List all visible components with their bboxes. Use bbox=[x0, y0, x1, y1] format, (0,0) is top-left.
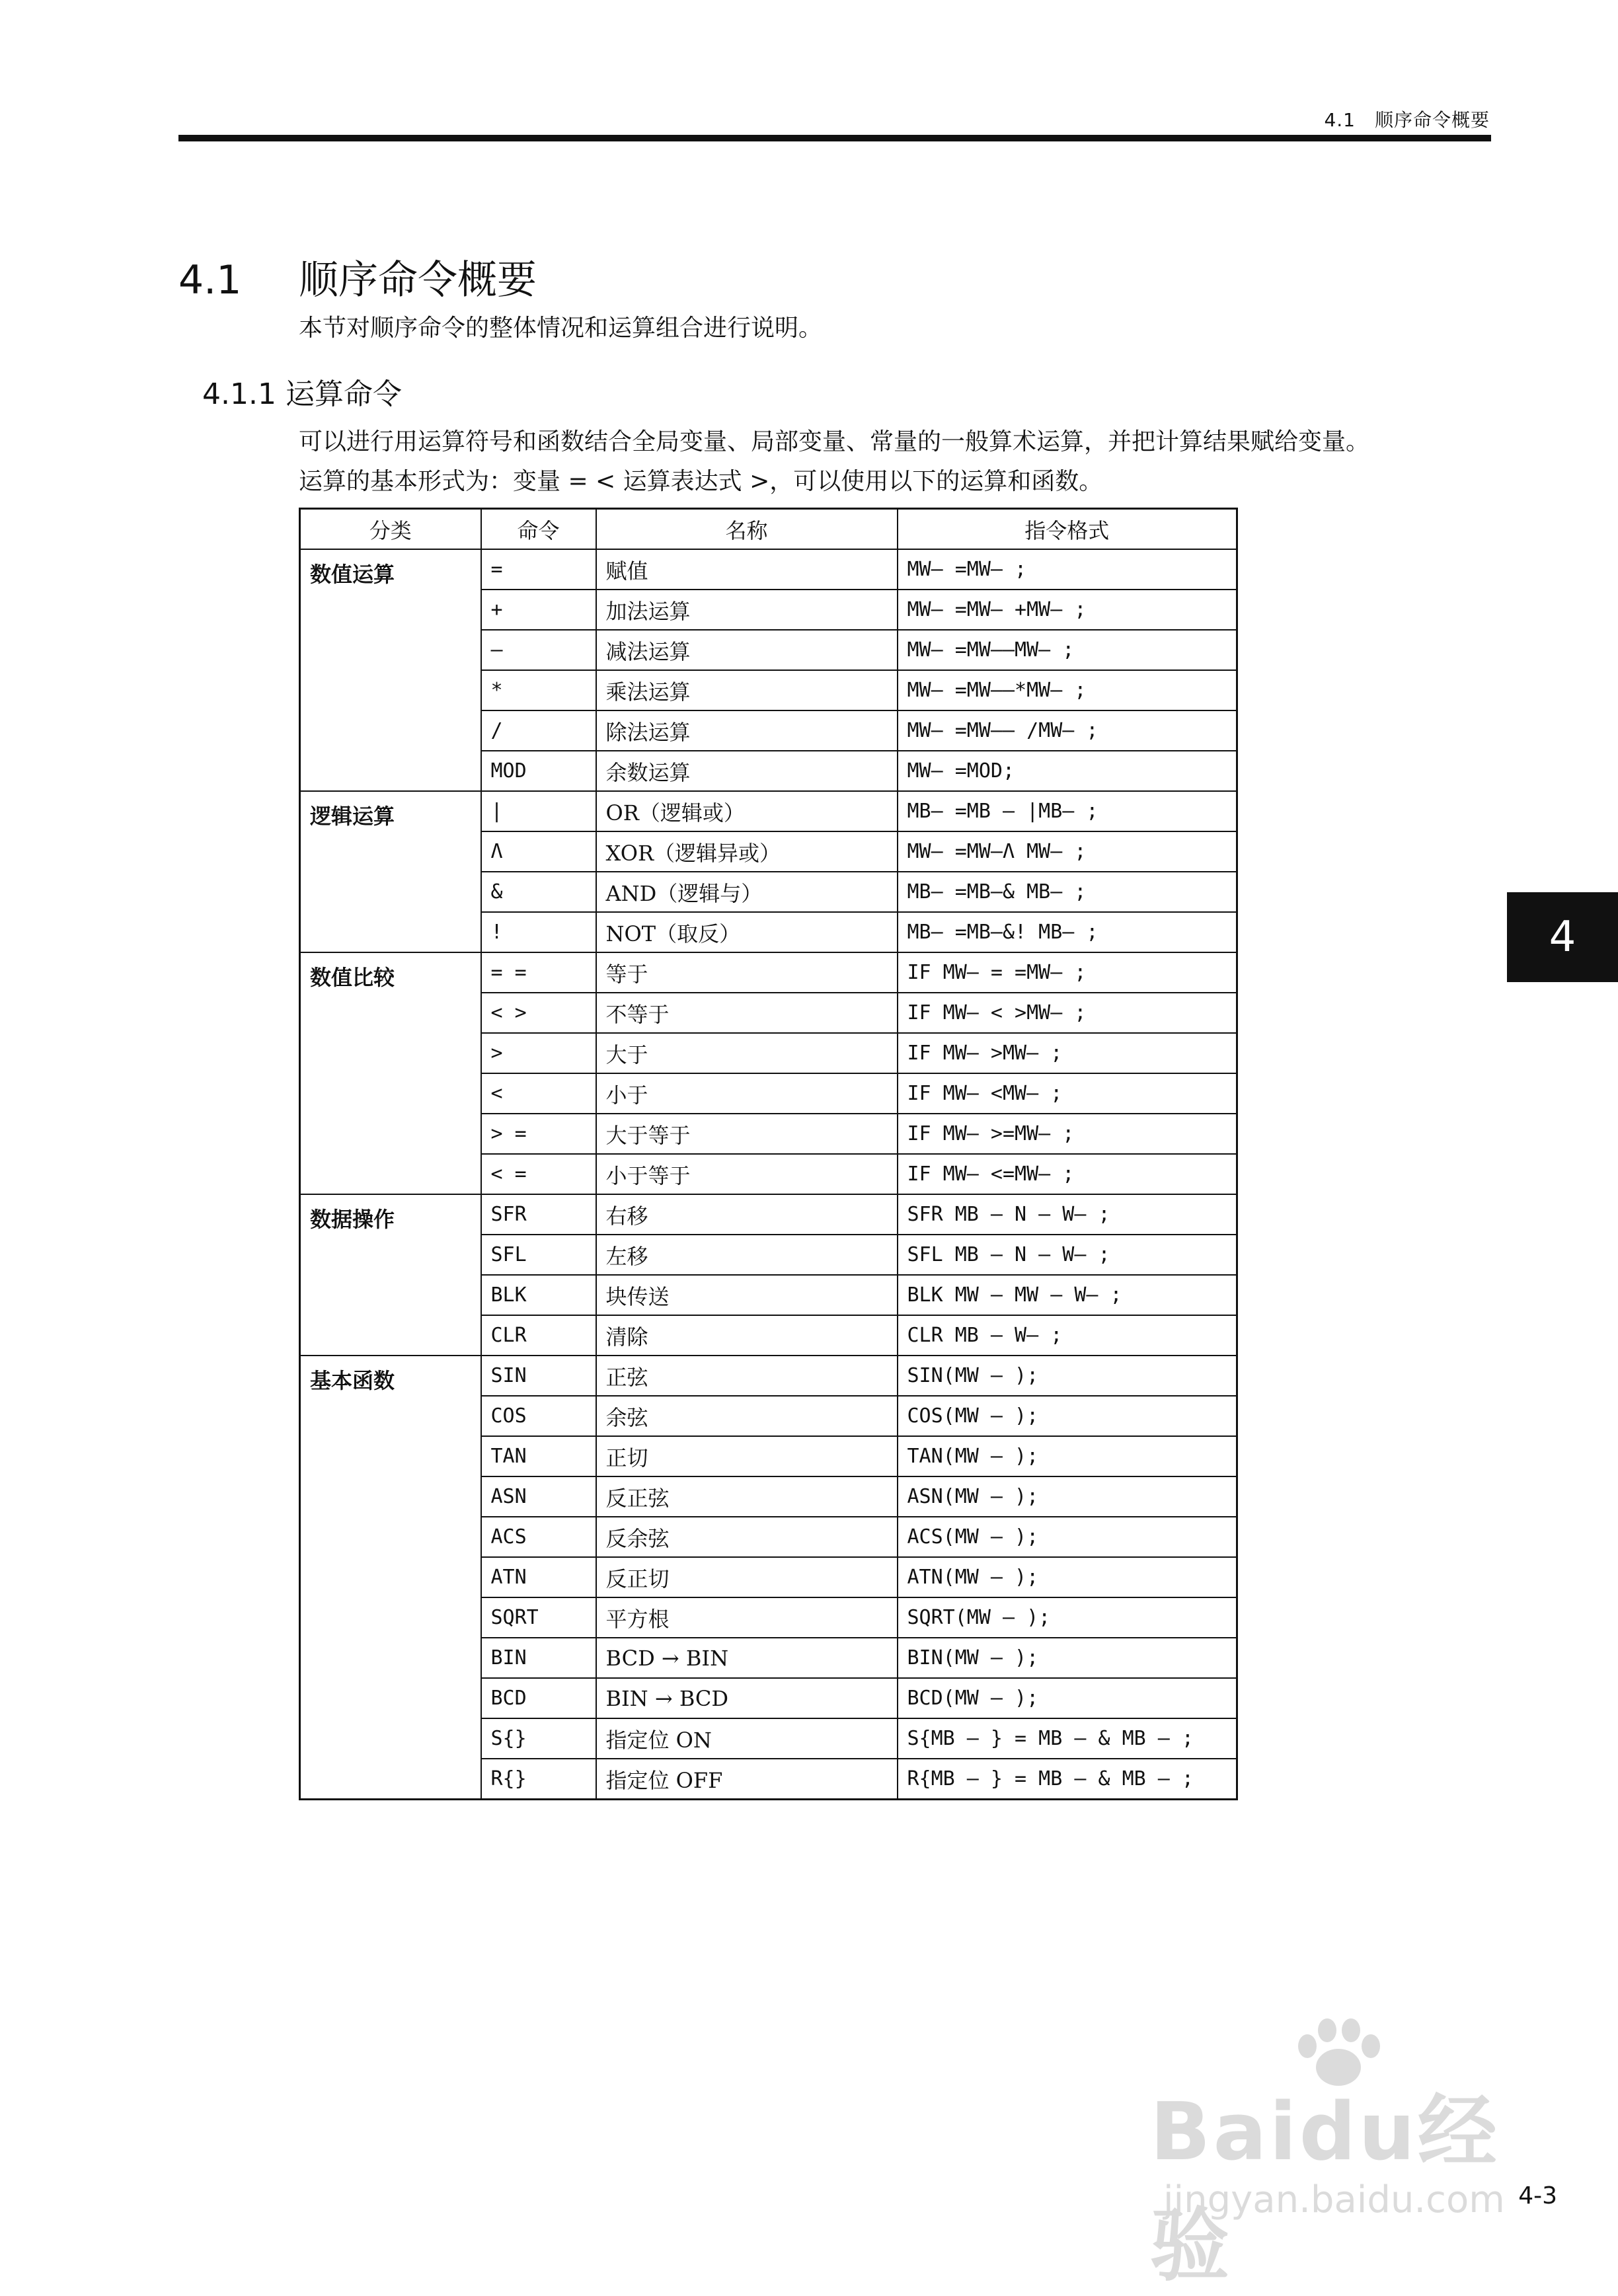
command-cell: SIN bbox=[481, 1356, 596, 1396]
command-cell: < bbox=[481, 1073, 596, 1114]
command-cell: SFR bbox=[481, 1194, 596, 1235]
name-cell: 反正弦 bbox=[596, 1476, 898, 1517]
column-header-format: 指令格式 bbox=[898, 509, 1237, 550]
format-cell: MW– =MOD; bbox=[898, 751, 1237, 791]
name-cell: 除法运算 bbox=[596, 710, 898, 751]
format-cell: SFR MB – N – W– ; bbox=[898, 1194, 1237, 1235]
section-title: 顺序命令概要 bbox=[299, 257, 537, 303]
subsection-title: 运算命令 bbox=[285, 377, 402, 411]
format-cell: IF MW– >=MW– ; bbox=[898, 1114, 1237, 1154]
format-cell: SIN(MW – ); bbox=[898, 1356, 1237, 1396]
name-cell: 余数运算 bbox=[596, 751, 898, 791]
command-cell: CLR bbox=[481, 1315, 596, 1356]
format-cell: MW– =MW– +MW– ; bbox=[898, 590, 1237, 630]
name-cell: 左移 bbox=[596, 1235, 898, 1275]
command-cell: TAN bbox=[481, 1436, 596, 1476]
format-cell: IF MW– <=MW– ; bbox=[898, 1154, 1237, 1194]
format-cell: MB– =MB – |MB– ; bbox=[898, 791, 1237, 831]
table-header-row bbox=[300, 509, 1237, 550]
command-cell: SFL bbox=[481, 1235, 596, 1275]
subsection-number: 4.1.1 bbox=[202, 377, 276, 411]
command-cell: – bbox=[481, 630, 596, 670]
command-cell: < > bbox=[481, 993, 596, 1033]
name-cell: 正切 bbox=[596, 1436, 898, 1476]
format-cell: TAN(MW – ); bbox=[898, 1436, 1237, 1476]
name-cell: 清除 bbox=[596, 1315, 898, 1356]
command-cell: ASN bbox=[481, 1476, 596, 1517]
table-body bbox=[300, 549, 1237, 1800]
category-cell: 数据操作 bbox=[300, 1194, 481, 1356]
table-row bbox=[300, 1194, 1237, 1235]
format-cell: IF MW– <MW– ; bbox=[898, 1073, 1237, 1114]
section-intro: 本节对顺序命令的整体情况和运算组合进行说明。 bbox=[299, 315, 823, 342]
command-cell: BCD bbox=[481, 1678, 596, 1718]
format-cell: MW– =MW––*MW– ; bbox=[898, 670, 1237, 710]
page-number: 4-3 bbox=[1518, 2182, 1557, 2209]
command-cell: S{} bbox=[481, 1718, 596, 1759]
format-cell: MB– =MB–& MB– ; bbox=[898, 872, 1237, 912]
format-cell: IF MW– = =MW– ; bbox=[898, 952, 1237, 993]
command-cell: = = bbox=[481, 952, 596, 993]
command-cell: Λ bbox=[481, 831, 596, 872]
name-cell: NOT（取反） bbox=[596, 912, 898, 952]
name-cell: 小于等于 bbox=[596, 1154, 898, 1194]
command-cell: > = bbox=[481, 1114, 596, 1154]
name-cell: 正弦 bbox=[596, 1356, 898, 1396]
chapter-thumb-tab: 4 bbox=[1507, 892, 1618, 982]
format-cell: COS(MW – ); bbox=[898, 1396, 1237, 1436]
operations-table bbox=[299, 508, 1238, 1800]
name-cell: 平方根 bbox=[596, 1597, 898, 1638]
command-cell: ! bbox=[481, 912, 596, 952]
format-cell: BIN(MW – ); bbox=[898, 1638, 1237, 1678]
format-cell: ATN(MW – ); bbox=[898, 1557, 1237, 1597]
format-cell: IF MW– < >MW– ; bbox=[898, 993, 1237, 1033]
format-cell: CLR MB – W– ; bbox=[898, 1315, 1237, 1356]
category-cell: 数值比较 bbox=[300, 952, 481, 1194]
paragraph: 运算的基本形式为：变量 = < 运算表达式 >，可以使用以下的运算和函数。 bbox=[299, 468, 1103, 495]
format-cell: BCD(MW – ); bbox=[898, 1678, 1237, 1718]
table-row bbox=[300, 952, 1237, 993]
format-cell: BLK MW – MW – W– ; bbox=[898, 1275, 1237, 1315]
format-cell: SFL MB – N – W– ; bbox=[898, 1235, 1237, 1275]
name-cell: 右移 bbox=[596, 1194, 898, 1235]
watermark-url: jingyan.baidu.com bbox=[1163, 2178, 1505, 2221]
command-cell: SQRT bbox=[481, 1597, 596, 1638]
command-cell: * bbox=[481, 670, 596, 710]
format-cell: MW– =MW– ; bbox=[898, 549, 1237, 590]
table-row bbox=[300, 549, 1237, 590]
table-row bbox=[300, 791, 1237, 831]
command-cell: + bbox=[481, 590, 596, 630]
command-cell: ATN bbox=[481, 1557, 596, 1597]
category-cell: 基本函数 bbox=[300, 1356, 481, 1800]
name-cell: 减法运算 bbox=[596, 630, 898, 670]
category-cell: 逻辑运算 bbox=[300, 791, 481, 952]
command-cell: BLK bbox=[481, 1275, 596, 1315]
command-cell: BIN bbox=[481, 1638, 596, 1678]
command-cell: = bbox=[481, 549, 596, 590]
subsection-heading bbox=[202, 370, 402, 412]
table-row bbox=[300, 1356, 1237, 1396]
command-cell: ACS bbox=[481, 1517, 596, 1557]
command-cell: R{} bbox=[481, 1759, 596, 1800]
name-cell: 指定位 ON bbox=[596, 1718, 898, 1759]
name-cell: 等于 bbox=[596, 952, 898, 993]
name-cell: 块传送 bbox=[596, 1275, 898, 1315]
command-cell: COS bbox=[481, 1396, 596, 1436]
name-cell: 大于 bbox=[596, 1033, 898, 1073]
command-cell: / bbox=[481, 710, 596, 751]
paragraph: 可以进行用运算符号和函数结合全局变量、局部变量、常量的一般算术运算，并把计算结果赋给变量。 bbox=[299, 428, 1370, 455]
name-cell: 赋值 bbox=[596, 549, 898, 590]
name-cell: AND（逻辑与） bbox=[596, 872, 898, 912]
format-cell: R{MB – } = MB – & MB – ; bbox=[898, 1759, 1237, 1800]
name-cell: 反正切 bbox=[596, 1557, 898, 1597]
command-cell: | bbox=[481, 791, 596, 831]
name-cell: 不等于 bbox=[596, 993, 898, 1033]
command-cell: > bbox=[481, 1033, 596, 1073]
name-cell: 余弦 bbox=[596, 1396, 898, 1436]
name-cell: 反余弦 bbox=[596, 1517, 898, 1557]
name-cell: 小于 bbox=[596, 1073, 898, 1114]
column-header-category: 分类 bbox=[300, 509, 481, 550]
name-cell: XOR（逻辑异或） bbox=[596, 831, 898, 872]
format-cell: ASN(MW – ); bbox=[898, 1476, 1237, 1517]
format-cell: IF MW– >MW– ; bbox=[898, 1033, 1237, 1073]
watermark bbox=[1150, 2016, 1520, 2292]
header-rule bbox=[178, 135, 1491, 141]
format-cell: MW– =MW–– /MW– ; bbox=[898, 710, 1237, 751]
format-cell: SQRT(MW – ); bbox=[898, 1597, 1237, 1638]
format-cell: ACS(MW – ); bbox=[898, 1517, 1237, 1557]
format-cell: MB– =MB–&! MB– ; bbox=[898, 912, 1237, 952]
section-number: 4.1 bbox=[178, 257, 242, 303]
section-heading bbox=[178, 249, 537, 305]
format-cell: MW– =MW–Λ MW– ; bbox=[898, 831, 1237, 872]
running-head: 4.1 顺序命令概要 bbox=[1324, 109, 1490, 131]
command-cell: < = bbox=[481, 1154, 596, 1194]
format-cell: S{MB – } = MB – & MB – ; bbox=[898, 1718, 1237, 1759]
name-cell: 指定位 OFF bbox=[596, 1759, 898, 1800]
name-cell: 加法运算 bbox=[596, 590, 898, 630]
column-header-command: 命令 bbox=[481, 509, 596, 550]
category-cell: 数值运算 bbox=[300, 549, 481, 791]
name-cell: 大于等于 bbox=[596, 1114, 898, 1154]
watermark-logo-text: Baidu经验 bbox=[1150, 2086, 1500, 2292]
column-header-name: 名称 bbox=[596, 509, 898, 550]
format-cell: MW– =MW––MW– ; bbox=[898, 630, 1237, 670]
command-cell: & bbox=[481, 872, 596, 912]
name-cell: BIN → BCD bbox=[596, 1678, 898, 1718]
command-cell: MOD bbox=[481, 751, 596, 791]
name-cell: 乘法运算 bbox=[596, 670, 898, 710]
name-cell: BCD → BIN bbox=[596, 1638, 898, 1678]
name-cell: OR（逻辑或） bbox=[596, 791, 898, 831]
